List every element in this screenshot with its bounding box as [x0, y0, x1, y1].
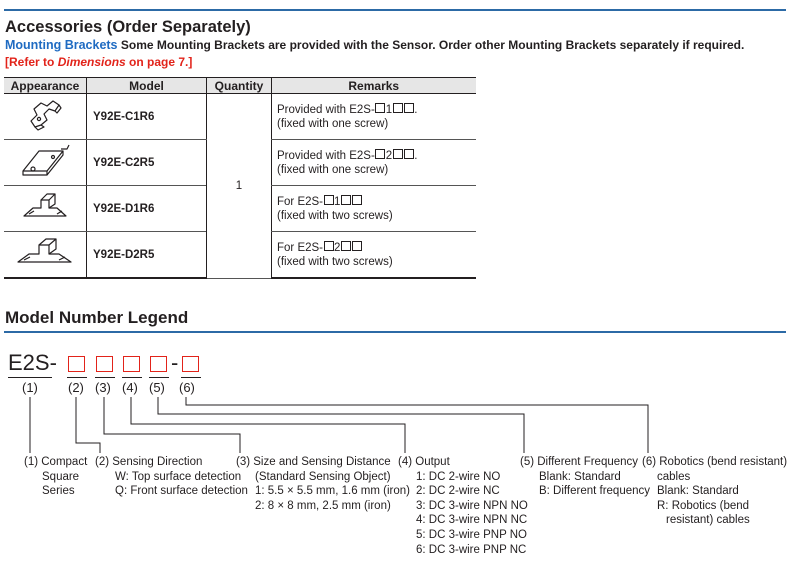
legend-number-5: (5) [149, 380, 165, 395]
placeholder-box [352, 195, 362, 205]
desc-line: 4: DC 3-wire NPN NC [416, 514, 528, 527]
remark-digit: 2 [385, 149, 393, 162]
legend-desc-series [24, 455, 87, 499]
desc-line: 2: 8 × 8 mm, 2.5 mm (iron) [255, 499, 391, 512]
model-cell: Y92E-D2R5 [87, 232, 207, 279]
placeholder-box [404, 103, 414, 113]
model-dash: - [171, 350, 179, 375]
remark-text: Provided with E2S- [277, 149, 375, 162]
model-number-legend [0, 350, 796, 561]
table-header-row [4, 78, 476, 94]
section-rule-top [4, 9, 786, 11]
remark-fixing: (fixed with one screw) [277, 117, 389, 130]
desc-line: Blank: Standard [657, 485, 739, 498]
placeholder-box [341, 195, 351, 205]
desc-line: 5: DC 3-wire PNP NO [416, 528, 527, 541]
desc-line: R: Robotics (bend [657, 499, 750, 512]
code-box-3 [96, 356, 113, 372]
legend-desc-sensing-direction [95, 455, 248, 499]
remarks-cell: Provided with E2S- 1 . (fixed with one screw) [272, 94, 476, 140]
legend-desc-frequency [520, 455, 650, 499]
bracket-d2-icon [15, 238, 75, 268]
legend-title: Model Number Legend [5, 308, 189, 327]
model-cell: Y92E-D1R6 [87, 186, 207, 232]
section-rule-legend [4, 331, 786, 333]
desc-line: 1: DC 2-wire NO [416, 470, 501, 483]
desc-line: (2) Sensing Direction [95, 456, 203, 468]
appearance-cell [4, 140, 87, 186]
appearance-cell [4, 94, 87, 140]
desc-line: (6) Robotics (bend resistant) [642, 456, 788, 468]
bracket-c1-icon [25, 97, 65, 133]
desc-line: 1: 5.5 × 5.5 mm, 1.6 mm (iron) [255, 485, 410, 498]
bracket-c2-icon [17, 143, 73, 179]
desc-line: 3: DC 3-wire NPN NO [416, 499, 528, 512]
refer-suffix: on page 7.] [129, 55, 193, 69]
bracket-d1-icon [21, 192, 69, 222]
code-box-4 [123, 356, 140, 372]
desc-line: 6: DC 3-wire PNP NC [416, 543, 527, 556]
remark-digit: 2 [334, 241, 341, 254]
underline-2 [67, 377, 87, 378]
model-prefix: E2S- [8, 350, 57, 375]
legend-desc-robotics [642, 455, 787, 528]
desc-line: Blank: Standard [539, 470, 621, 483]
placeholder-box [375, 149, 385, 159]
legend-number-4: (4) [122, 380, 138, 395]
remark-text: For E2S- [277, 241, 324, 254]
underline-4 [122, 377, 142, 378]
placeholder-box [324, 195, 334, 205]
legend-number-1: (1) [22, 380, 38, 395]
legend-number-3: (3) [95, 380, 111, 395]
desc-line: W: Top surface detection [115, 470, 242, 483]
accessories-title: Accessories (Order Separately) [5, 18, 251, 36]
remarks-cell: Provided with E2S- 2 . (fixed with one screw) [272, 140, 476, 186]
desc-line: (Standard Sensing Object) [255, 470, 391, 483]
table-row [4, 94, 476, 140]
placeholder-box [341, 241, 351, 251]
accessories-table [4, 77, 476, 279]
remarks-cell [272, 186, 476, 232]
legend-number-2: (2) [68, 380, 84, 395]
quantity-cell: 1 [207, 94, 272, 279]
mounting-brackets-label: Mounting Brackets [5, 38, 118, 52]
desc-line: resistant) cables [666, 514, 750, 527]
legend-number-6: (6) [179, 380, 195, 395]
model-cell: Y92E-C1R6 [87, 94, 207, 140]
desc-line: (5) Different Frequency [520, 456, 639, 468]
underline-5 [149, 377, 169, 378]
remarks-cell [272, 232, 476, 279]
mounting-brackets-text: Some Mounting Brackets are provided with the Sensor. Order other Mounting Brackets separately if required. [120, 38, 745, 52]
header-model: Model [87, 78, 207, 94]
placeholder-box [393, 103, 403, 113]
remark-digit: 1 [385, 103, 393, 116]
placeholder-box [404, 149, 414, 159]
header-appearance: Appearance [4, 78, 87, 94]
remark-fixing: (fixed with one screw) [277, 163, 389, 176]
desc-line: Square [42, 470, 80, 483]
remark-fixing: (fixed with two screws) [277, 209, 393, 222]
mounting-brackets-line [5, 38, 744, 52]
code-box-5 [150, 356, 167, 372]
desc-line: cables [657, 470, 691, 483]
desc-line: 2: DC 2-wire NC [416, 485, 500, 498]
prefix-underline [8, 377, 52, 378]
refer-prefix: [Refer to [5, 55, 55, 69]
remark-digit: 1 [334, 195, 341, 208]
placeholder-box [393, 149, 403, 159]
placeholder-box [324, 241, 334, 251]
desc-line: B: Different frequency [539, 485, 651, 498]
appearance-cell [4, 232, 87, 279]
remark-text: Provided with E2S- [277, 103, 375, 116]
legend-desc-output [398, 455, 528, 557]
desc-line: (3) Size and Sensing Distance [236, 456, 391, 468]
code-box-6 [182, 356, 199, 372]
legend-desc-size [236, 455, 410, 513]
desc-line: Series [42, 485, 75, 498]
model-cell: Y92E-C2R5 [87, 140, 207, 186]
header-quantity: Quantity [207, 78, 272, 94]
appearance-cell [4, 186, 87, 232]
underline-3 [95, 377, 115, 378]
placeholder-box [352, 241, 362, 251]
desc-line: Q: Front surface detection [115, 485, 248, 498]
code-box-2 [68, 356, 85, 372]
remark-fixing: (fixed with two screws) [277, 255, 393, 268]
refer-note [5, 55, 192, 69]
refer-italic: Dimensions [57, 55, 126, 69]
header-remarks: Remarks [272, 78, 476, 94]
underline-6 [181, 377, 201, 378]
desc-line: (1) Compact [24, 456, 88, 468]
desc-line: (4) Output [398, 456, 450, 468]
remark-text: For E2S- [277, 195, 324, 208]
placeholder-box [375, 103, 385, 113]
